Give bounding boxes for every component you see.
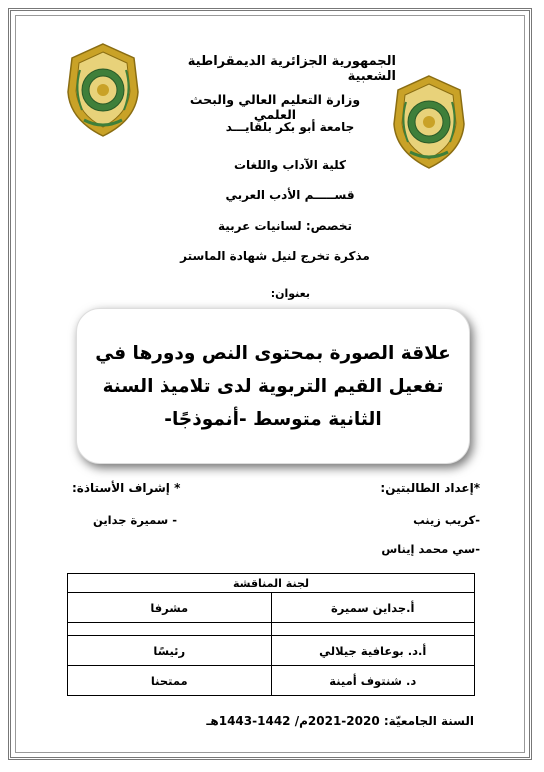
ministry-heading: وزارة التعليم العالي والبحث العلمي <box>189 92 361 122</box>
university-seal-right <box>390 72 468 172</box>
republic-heading: الجمهورية الجزائرية الديمقراطية الشعبية <box>187 54 396 84</box>
students-label: *إعداد الطالبتين: <box>380 481 480 495</box>
committee-member-name: أ.د. بوعافية جيلالي <box>271 636 475 666</box>
table-row <box>68 593 475 623</box>
memo-line: مذكرة تخرج لنيل شهادة الماستر <box>180 249 370 263</box>
supervisor-name: - سميرة جداين <box>93 513 177 527</box>
department-name: قســـــم الأدب العربي <box>225 188 355 202</box>
thesis-title-line-2: تفعيل القيم التربوية لدى تلاميذ السنة <box>102 375 444 397</box>
thesis-title-line-1: علاقة الصورة بمحتوى النص ودورها في <box>95 342 451 364</box>
thesis-title-line-3: الثانية متوسط -أنموذجًا- <box>164 408 382 430</box>
committee-member-name: أ.جداين سميرة <box>271 593 475 623</box>
table-spacer-cell <box>68 623 272 636</box>
supervisor-label: * إشراف الأستاذة: <box>72 481 181 495</box>
table-row <box>68 666 475 696</box>
committee-caption: لجنة المناقشة <box>68 574 475 593</box>
university-seal-left <box>64 40 142 140</box>
university-name: جامعة أبو بكر بلقايـــد <box>225 120 355 134</box>
committee-member-role: ممتحنا <box>68 666 272 696</box>
thesis-title <box>93 337 453 436</box>
faculty-name: كلية الآداب واللغات <box>233 158 347 172</box>
title-label: بعنوان: <box>270 287 310 300</box>
thesis-title-box <box>76 308 470 464</box>
specialty-line: تخصص: لسانيات عربية <box>217 219 353 233</box>
table-spacer-cell <box>271 623 475 636</box>
committee-table <box>67 573 475 696</box>
student-name-2: -سي محمد إيناس <box>381 542 480 556</box>
committee-member-name: د. شنتوف أمينة <box>271 666 475 696</box>
committee-member-role: رئيسًا <box>68 636 272 666</box>
committee-caption-row <box>68 574 475 593</box>
table-row <box>68 636 475 666</box>
table-spacer-row <box>68 623 475 636</box>
student-name-1: -كريب زينب <box>413 513 480 527</box>
academic-year: السنة الجامعيّة: 2020-2021م/ 1442-1443هـ <box>206 714 474 728</box>
committee-member-role: مشرفا <box>68 593 272 623</box>
